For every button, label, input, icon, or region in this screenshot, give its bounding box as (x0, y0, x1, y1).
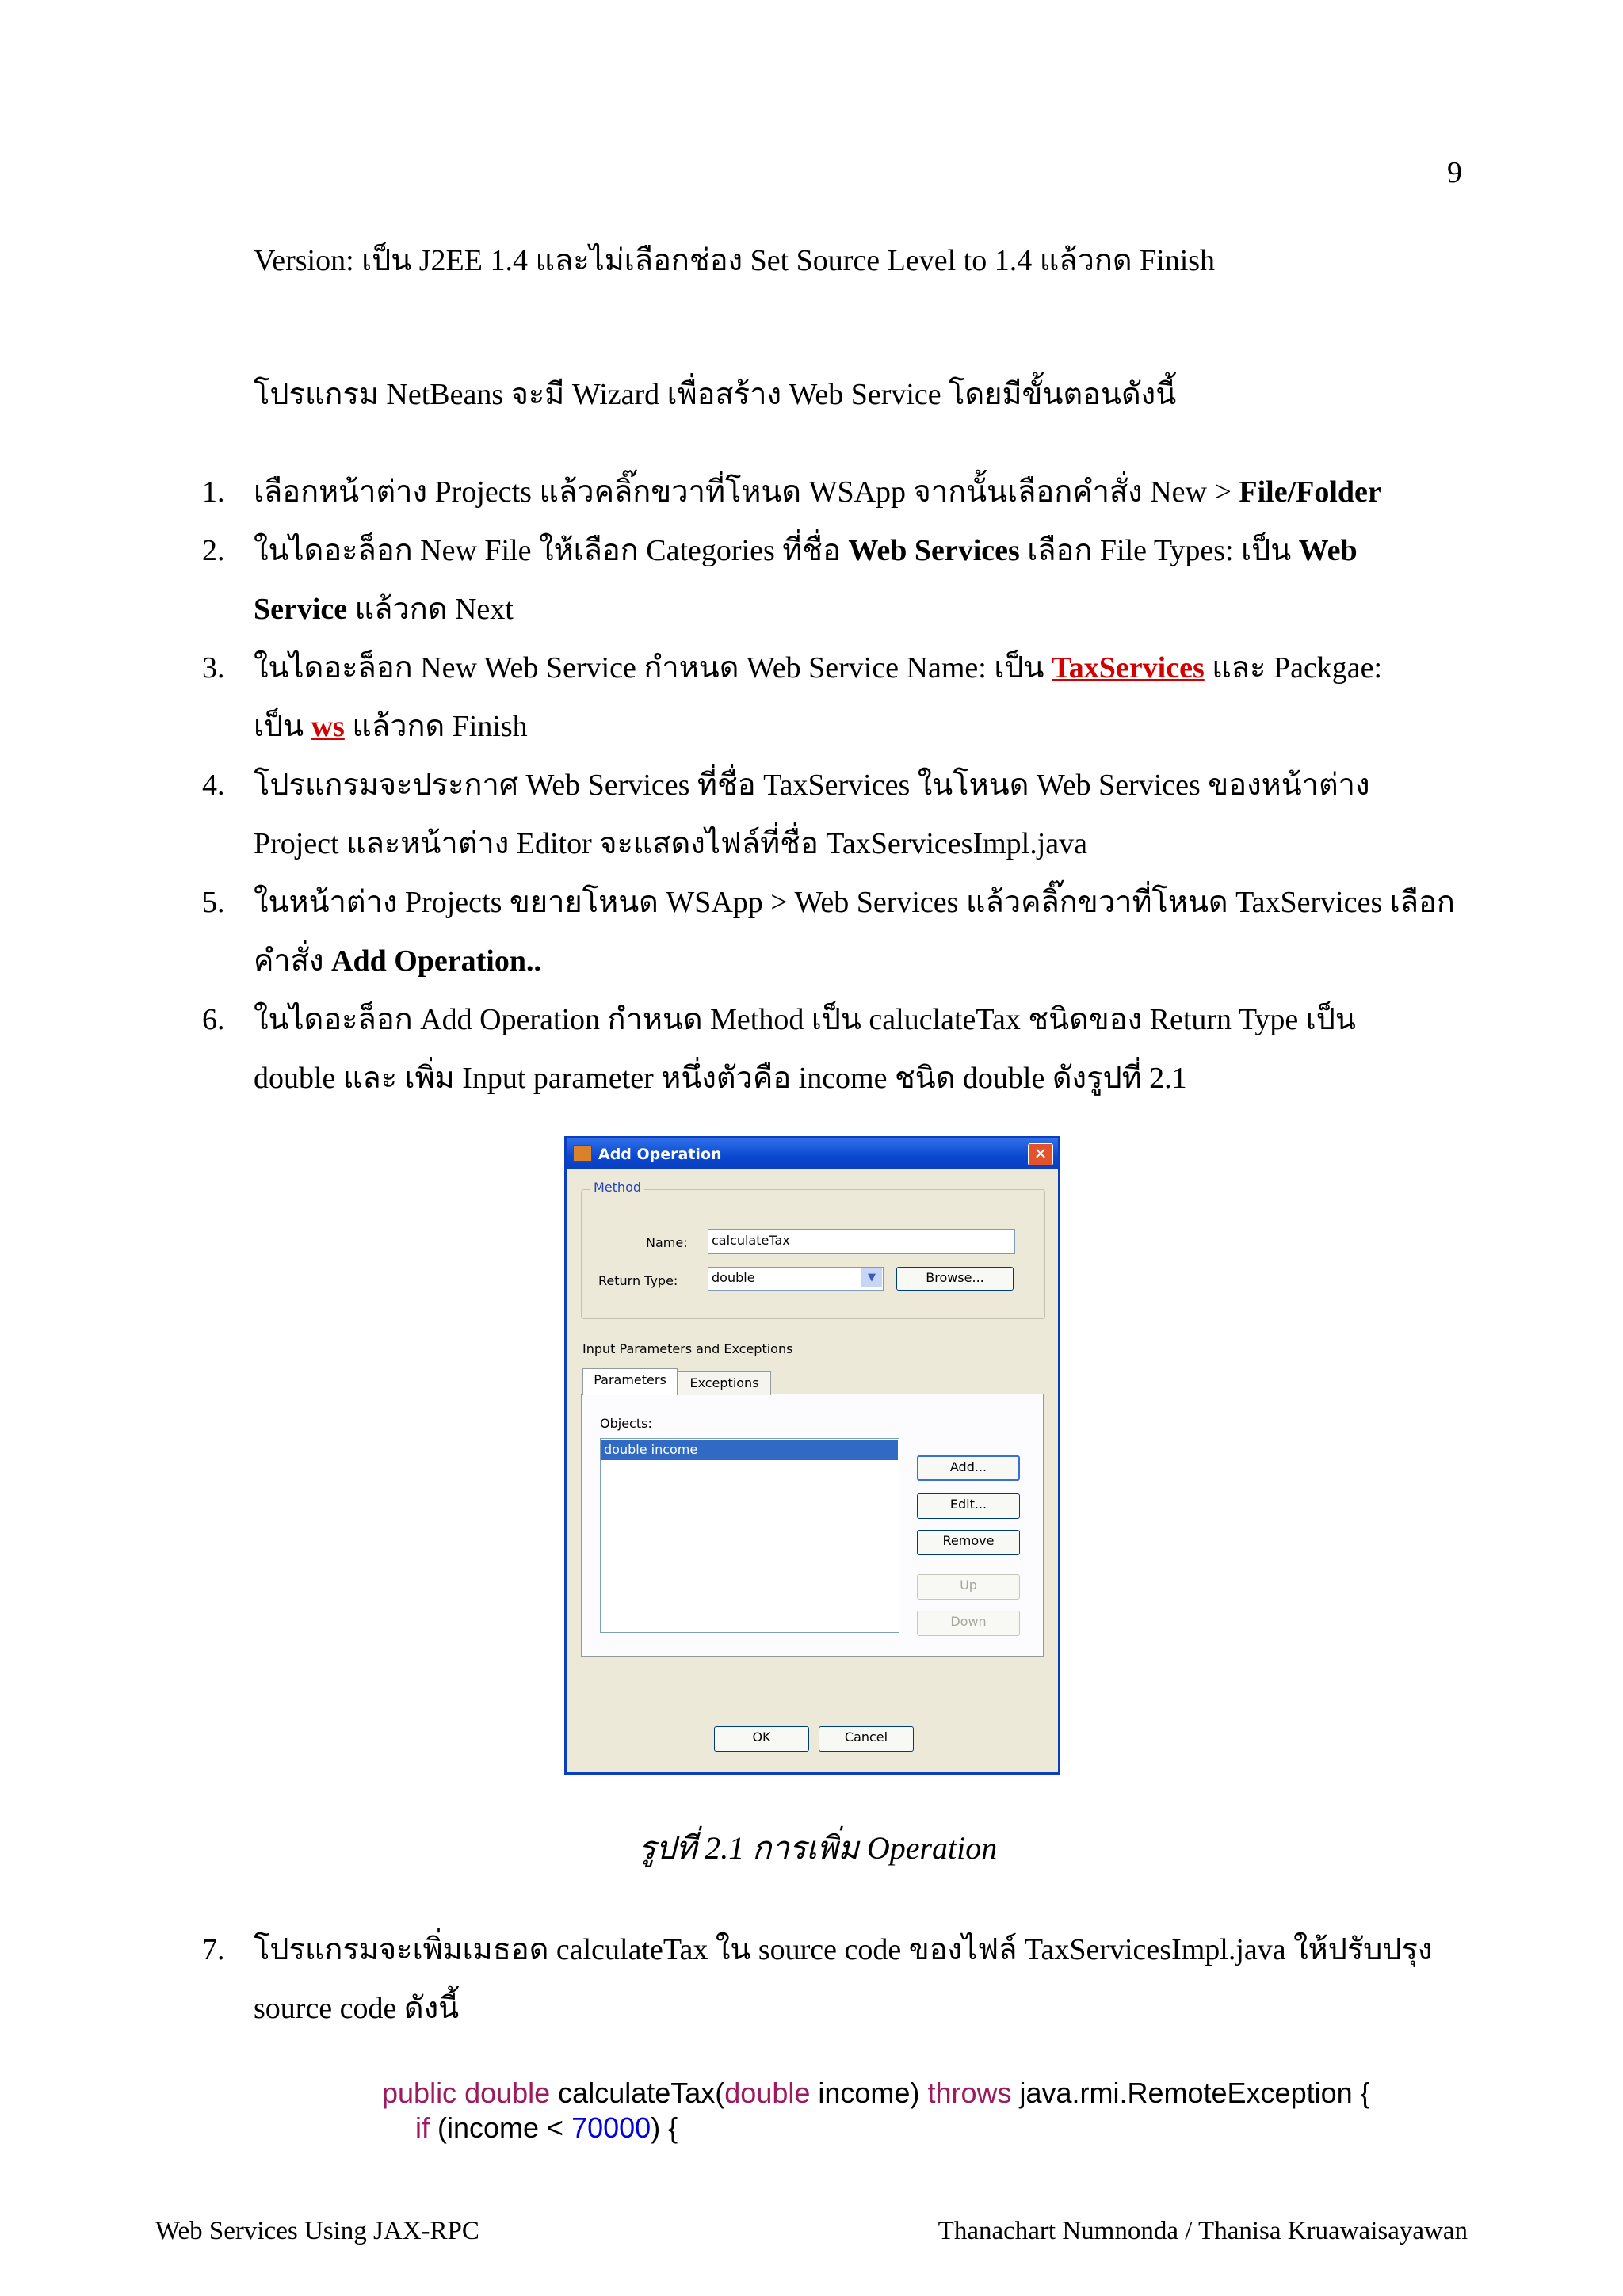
step-7-line-1: โปรแกรมจะเพิ่มเมธอด calculateTax ใน source code ของไฟล์ TaxServicesImpl.java ให้ปรับปรุง (254, 1933, 1433, 1966)
step-7-number: 7. (202, 1933, 225, 1966)
app-icon (573, 1145, 592, 1162)
chevron-down-icon[interactable]: ▼ (861, 1268, 882, 1287)
dialog-title: Add Operation (598, 1146, 722, 1163)
cancel-button[interactable]: Cancel (819, 1726, 914, 1752)
code-keyword: public double (382, 2077, 551, 2109)
step-2-text-b: เลือก File Types: เป็น (1019, 534, 1299, 567)
step-7-line-2: source code ดังนี้ (254, 1992, 460, 2025)
down-button[interactable]: Down (917, 1611, 1020, 1636)
remove-button[interactable]: Remove (917, 1530, 1020, 1555)
return-type-label: Return Type: (598, 1273, 678, 1288)
step-3-text-d: แล้วกด Finish (344, 710, 528, 743)
footer-right: Thanachart Numnonda / Thanisa Kruawaisayawan (938, 2217, 1468, 2245)
step-2-text-a: ในไดอะล็อก New File ให้เลือก Categories ที่ชื่อ (254, 534, 849, 567)
return-type-value: double (712, 1270, 755, 1285)
edit-button[interactable]: Edit... (917, 1493, 1020, 1519)
step-4-line-1: โปรแกรมจะประกาศ Web Services ที่ชื่อ TaxServices ในโหนด Web Services ของหน้าต่าง (254, 769, 1370, 802)
step-5-number: 5. (202, 886, 225, 919)
step-6-line-1: ในไดอะล็อก Add Operation กำหนด Method เป็น caluclateTax ชนิดของ Return Type เป็น (254, 1003, 1356, 1036)
up-button[interactable]: Up (917, 1574, 1020, 1600)
step-3-text-b: และ Packgae: (1204, 651, 1383, 685)
page-number: 9 (1447, 156, 1462, 189)
code-keyword: double (724, 2077, 811, 2109)
step-5-line-2 (254, 943, 541, 979)
footer-left: Web Services Using JAX-RPC (155, 2217, 479, 2245)
step-6-number: 6. (202, 1003, 225, 1036)
tab-exceptions[interactable]: Exceptions (678, 1371, 771, 1395)
code-text: ) { (651, 2111, 678, 2144)
add-button[interactable]: Add... (917, 1455, 1020, 1481)
method-legend: Method (590, 1180, 644, 1195)
return-type-select[interactable] (708, 1267, 884, 1291)
code-line-1 (382, 2076, 1370, 2111)
step-2-line-1 (254, 532, 1358, 569)
intro-version-line: Version: เป็น J2EE 1.4 และไม่เลือกช่อง Set Source Level to 1.4 แล้วกด Finish (254, 244, 1216, 277)
step-2-bold-c: Service (254, 593, 348, 626)
code-number: 70000 (571, 2111, 651, 2144)
step-5-text: คำสั่ง (254, 944, 332, 978)
code-text: income) (810, 2077, 928, 2109)
dialog-titlebar (567, 1138, 1058, 1169)
step-3-line-1 (254, 650, 1382, 686)
step-4-line-2: Project และหน้าต่าง Editor จะแสดงไฟล์ที่ชื่อ TaxServicesImpl.java (254, 827, 1088, 860)
close-button[interactable] (1028, 1143, 1053, 1165)
step-2-text-c: แล้วกด Next (347, 593, 514, 626)
step-2-bold-b: Web (1298, 534, 1358, 567)
ws-highlight: ws (311, 710, 345, 743)
figure-caption: รูปที่ 2.1 การเพิ่ม Operation (639, 1830, 998, 1866)
objects-label: Objects: (600, 1416, 652, 1431)
step-5-bold: Add Operation.. (331, 944, 541, 978)
step-1-line-1 (254, 474, 1381, 510)
step-6-line-2: double และ เพิ่ม Input parameter หนึ่งตัวคือ income ชนิด double ดังรูปที่ 2.1 (254, 1062, 1187, 1095)
step-1-number: 1. (202, 475, 225, 509)
ok-button[interactable]: OK (714, 1726, 809, 1752)
code-keyword: if (415, 2111, 430, 2144)
step-1-bold: File/Folder (1239, 475, 1381, 509)
code-keyword: throws (927, 2077, 1012, 2109)
code-text: (income < (430, 2111, 572, 2144)
list-item[interactable]: double income (601, 1440, 898, 1460)
step-4-number: 4. (202, 769, 225, 802)
code-line-2 (415, 2111, 678, 2145)
name-input[interactable]: calculateTax (708, 1229, 1015, 1254)
params-section-label: Input Parameters and Exceptions (582, 1341, 793, 1356)
step-3-text-c: เป็น (254, 710, 311, 743)
tab-parameters[interactable]: Parameters (582, 1368, 678, 1395)
taxservices-highlight: TaxServices (1051, 651, 1205, 685)
step-1-text: เลือกหน้าต่าง Projects แล้วคลิ๊กขวาที่โหนด WSApp จากนั้นเลือกคำสั่ง New > (254, 475, 1239, 509)
step-3-line-2 (254, 708, 528, 745)
code-text: calculateTax( (550, 2077, 725, 2109)
browse-button[interactable]: Browse... (896, 1267, 1014, 1291)
step-2-number: 2. (202, 534, 225, 567)
add-operation-dialog (564, 1136, 1060, 1775)
step-5-line-1: ในหน้าต่าง Projects ขยายโหนด WSApp > Web Services แล้วคลิ๊กขวาที่โหนด TaxServices เลือก (254, 886, 1455, 919)
step-2-bold-a: Web Services (848, 534, 1020, 567)
code-text: java.rmi.RemoteException { (1011, 2077, 1370, 2109)
close-icon: ✕ (1033, 1144, 1048, 1163)
step-3-text-a: ในไดอะล็อก New Web Service กำหนด Web Service Name: เป็น (254, 651, 1052, 685)
method-group (581, 1189, 1045, 1319)
step-3-number: 3. (202, 651, 225, 685)
objects-list[interactable] (600, 1438, 899, 1633)
step-2-line-2 (254, 591, 514, 627)
name-label: Name: (646, 1235, 688, 1250)
intro-wizard-line: โปรแกรม NetBeans จะมี Wizard เพื่อสร้าง Web Service โดยมีขั้นตอนดังนี้ (254, 378, 1177, 411)
